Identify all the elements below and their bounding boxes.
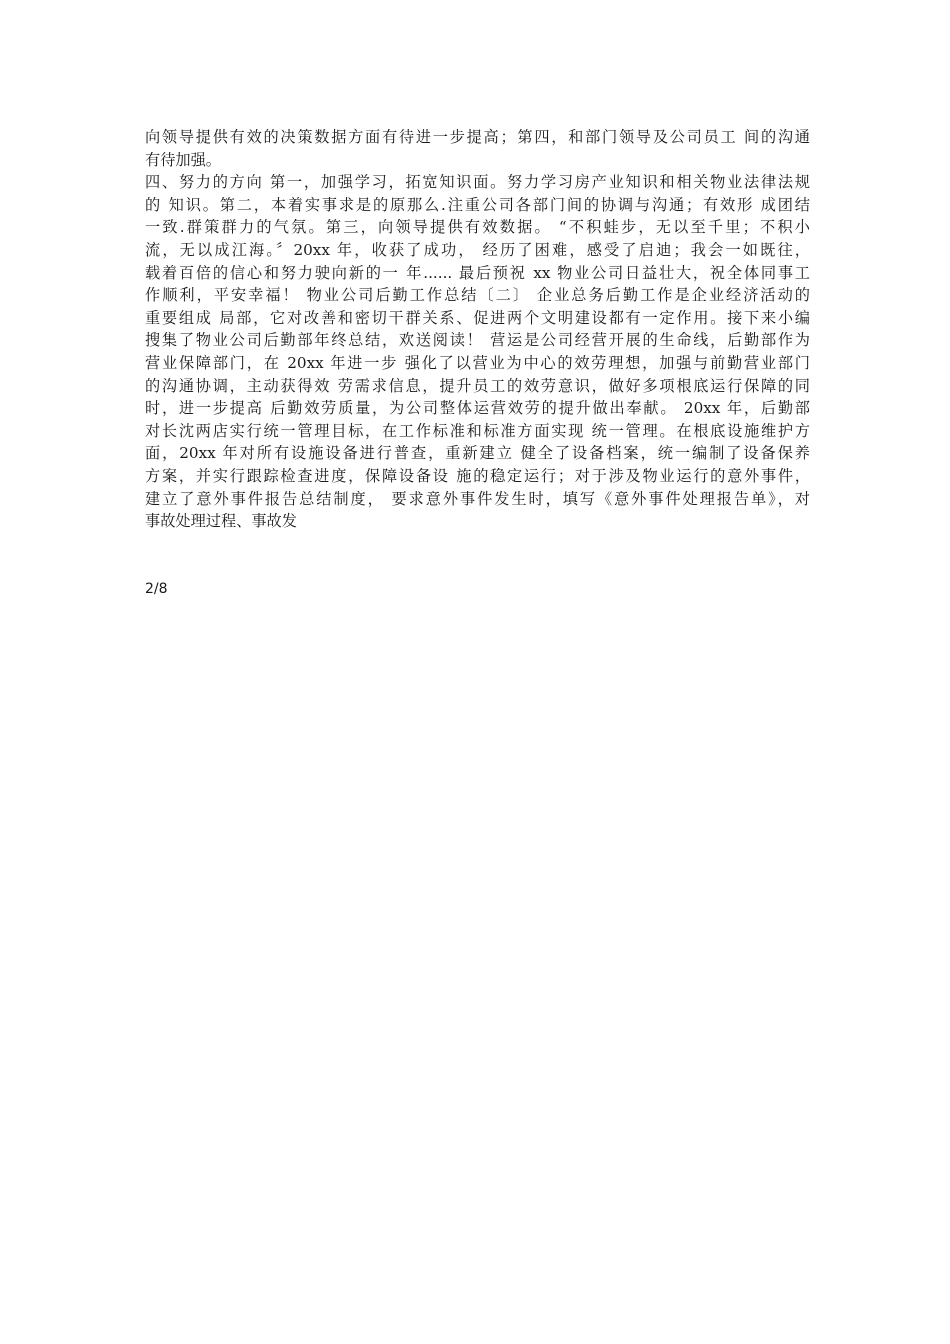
text-line: 方案，并实行跟踪检查进度，保障设备设 施的稳定运行；对于涉及物业运行的意外事件， [145, 466, 810, 485]
text-line: 作顺利，平安幸福！ 物业公司后勤工作总结〔二〕 企业总务后勤工作是企业经济活动的 [145, 286, 810, 305]
text-line: 有待加强。 [145, 150, 221, 169]
text-line: 向领导提供有效的决策数据方面有待进一步提高；第四，和部门领导及公司员工 间的沟通 [145, 128, 810, 146]
page-number: 2/8 [145, 581, 168, 597]
text-line: 面，20xx 年对所有设施设备进行普查，重新建立 健全了设备档案，统一编制了设备保养 [145, 444, 810, 463]
text-line: 四、努力的方向 第一，加强学习，拓宽知识面。努力学习房产业知识和相关物业法律法规 [145, 173, 810, 192]
text-line: 搜集了物业公司后勤部年终总结，欢送阅读！ 营运是公司经营开展的生命线，后勤部作为 [145, 331, 810, 350]
text-line: 时，进一步提高 后勤效劳质量，为公司整体运营效劳的提升做出奉献。 20xx 年，后勤部 [145, 399, 810, 418]
text-line: 重要组成 局部，它对改善和密切干群关系、促进两个文明建设都有一定作用。接下来小编 [145, 308, 810, 327]
text-line: 载着百倍的信心和努力驶向新的一 年...... 最后预祝 xx 物业公司日益壮大，祝全体同事工 [145, 263, 810, 282]
text-line: 营业保障部门，在 20xx 年进一步 强化了以营业为中心的效劳理想，加强与前勤营业部门 [145, 353, 810, 372]
text-line: 的 知识。第二，本着实事求是的原那么.注重公司各部门间的协调与沟通；有效形 成团结 [145, 195, 810, 214]
text-line: 对长沈两店实行统一管理目标，在工作标准和标准方面实现 统一管理。在根底设施维护方 [145, 421, 810, 440]
body-text [145, 126, 810, 533]
text-line: 流，无以成江海。〞20xx 年，收获了成功， 经历了困难，感受了启迪；我会一如既往， [145, 240, 810, 259]
text-line: 一致.群策群力的气氛。第三，向领导提供有效数据。 “不积蛙步，无以至千里；不积小 [145, 218, 810, 237]
text-line: 的沟通协调，主动获得效 劳需求信息，提升员工的效劳意识，做好多项根底运行保障的同 [145, 376, 810, 395]
text-line: 事故处理过程、事故发 [145, 512, 297, 531]
text-line: 建立了意外事件报告总结制度， 要求意外事件发生时，填写《意外事件处理报告单》，对 [145, 489, 810, 508]
